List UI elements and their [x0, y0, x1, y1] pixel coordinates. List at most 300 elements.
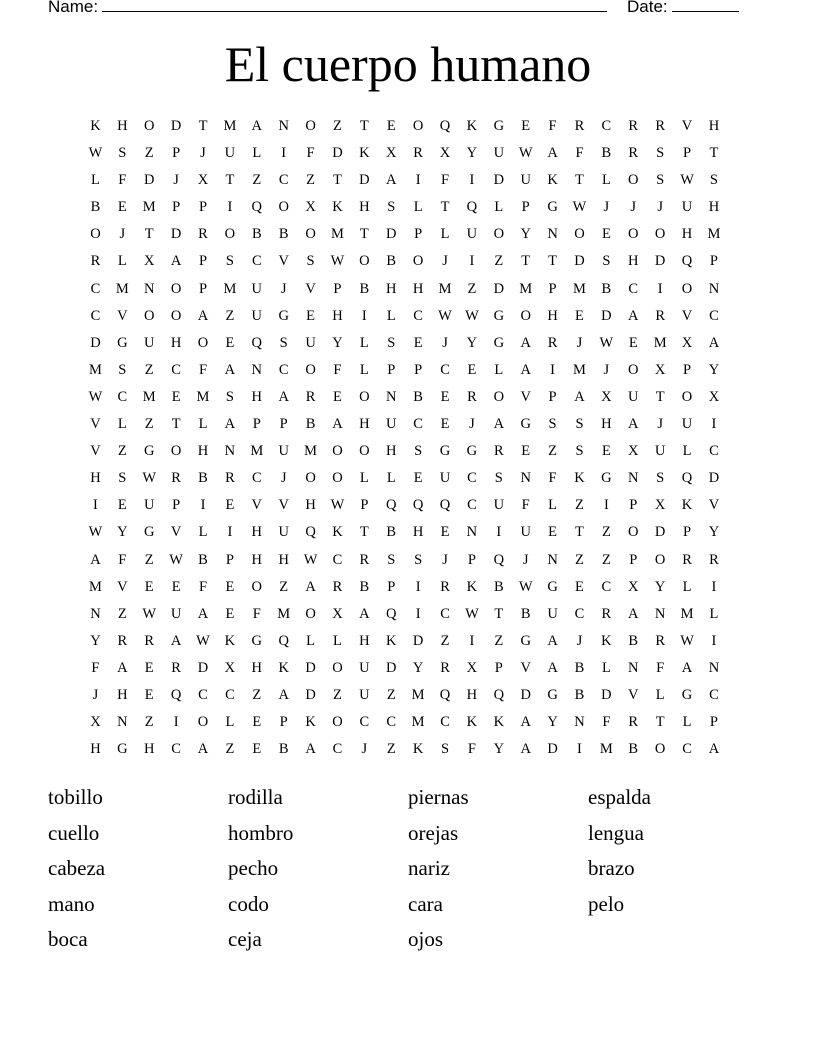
grid-letter[interactable]: L [682, 578, 692, 595]
grid-letter[interactable]: D [520, 686, 531, 703]
grid-letter[interactable]: Q [493, 551, 505, 568]
grid-letter[interactable]: L [440, 226, 450, 243]
grid-letter[interactable]: P [683, 524, 692, 541]
grid-letter[interactable]: U [251, 280, 263, 297]
grid-letter[interactable]: E [225, 334, 235, 351]
grid-letter[interactable]: M [411, 686, 425, 703]
grid-letter[interactable]: K [412, 741, 424, 758]
grid-letter[interactable]: L [494, 361, 504, 378]
grid-letter[interactable]: C [251, 470, 262, 487]
grid-letter[interactable]: A [197, 741, 209, 758]
grid-letter[interactable]: B [520, 605, 531, 622]
grid-letter[interactable]: E [144, 659, 154, 676]
grid-letter[interactable]: L [601, 172, 611, 189]
grid-letter[interactable]: Y [547, 714, 558, 731]
grid-letter[interactable]: S [387, 199, 396, 216]
grid-letter[interactable]: O [681, 280, 693, 297]
grid-letter[interactable]: G [681, 686, 693, 703]
grid-letter[interactable]: E [225, 578, 235, 595]
grid-letter[interactable]: Q [439, 497, 451, 514]
grid-letter[interactable]: R [547, 334, 558, 351]
grid-letter[interactable]: U [466, 226, 478, 243]
grid-letter[interactable]: Y [117, 524, 128, 541]
grid-letter[interactable]: H [251, 659, 263, 676]
grid-letter[interactable]: V [278, 497, 289, 514]
grid-letter[interactable]: B [359, 578, 370, 595]
grid-letter[interactable]: X [466, 659, 478, 676]
grid-letter[interactable]: Q [305, 524, 316, 541]
grid-letter[interactable]: X [654, 361, 666, 378]
grid-letter[interactable]: H [386, 443, 397, 460]
grid-letter[interactable]: I [173, 714, 179, 731]
grid-letter[interactable]: M [653, 334, 667, 351]
grid-letter[interactable]: O [224, 226, 236, 243]
grid-letter[interactable]: Z [252, 172, 262, 189]
grid-letter[interactable]: C [90, 307, 101, 324]
grid-letter[interactable]: A [305, 741, 316, 758]
grid-letter[interactable]: Q [251, 199, 263, 216]
grid-letter[interactable]: U [359, 659, 370, 676]
grid-letter[interactable]: G [520, 632, 531, 649]
grid-letter[interactable]: I [657, 280, 663, 297]
grid-letter[interactable]: O [574, 226, 585, 243]
grid-letter[interactable]: S [575, 443, 584, 460]
grid-letter[interactable]: R [628, 714, 639, 731]
grid-letter[interactable]: C [709, 443, 719, 460]
grid-letter[interactable]: P [521, 199, 530, 216]
grid-letter[interactable]: L [306, 632, 315, 649]
grid-letter[interactable]: D [574, 253, 585, 270]
grid-letter[interactable]: Z [252, 686, 262, 703]
grid-letter[interactable]: I [711, 578, 717, 595]
grid-letter[interactable]: V [681, 307, 693, 324]
grid-letter[interactable]: X [386, 145, 397, 162]
grid-letter[interactable]: D [90, 334, 101, 351]
grid-letter[interactable]: C [709, 686, 719, 703]
grid-letter[interactable]: B [386, 524, 397, 541]
grid-letter[interactable]: H [251, 551, 263, 568]
grid-letter[interactable]: A [520, 334, 531, 351]
grid-letter[interactable]: W [330, 253, 345, 270]
grid-letter[interactable]: J [92, 686, 99, 703]
grid-letter[interactable]: U [251, 307, 263, 324]
grid-letter[interactable]: F [440, 172, 450, 189]
grid-letter[interactable]: Q [251, 334, 263, 351]
name-blank-line[interactable] [102, 0, 607, 12]
grid-letter[interactable]: Z [144, 145, 154, 162]
grid-letter[interactable]: P [172, 199, 181, 216]
grid-letter[interactable]: L [117, 416, 127, 433]
grid-letter[interactable]: N [520, 470, 531, 487]
grid-letter[interactable]: E [575, 307, 584, 324]
grid-letter[interactable]: F [521, 497, 530, 514]
grid-letter[interactable]: X [628, 443, 639, 460]
grid-letter[interactable]: A [681, 659, 693, 676]
grid-letter[interactable]: L [548, 497, 558, 514]
grid-letter[interactable]: J [173, 172, 179, 189]
grid-letter[interactable]: J [657, 416, 663, 433]
grid-letter[interactable]: E [144, 686, 154, 703]
grid-letter[interactable]: H [466, 686, 478, 703]
grid-letter[interactable]: K [332, 199, 343, 216]
grid-letter[interactable]: U [493, 497, 505, 514]
grid-letter[interactable]: L [91, 172, 100, 189]
grid-letter[interactable]: Z [144, 361, 154, 378]
grid-letter[interactable]: D [386, 226, 397, 243]
grid-letter[interactable]: G [493, 307, 505, 324]
grid-letter[interactable]: R [144, 632, 155, 649]
grid-letter[interactable]: A [278, 388, 289, 405]
grid-letter[interactable]: E [306, 307, 315, 324]
grid-letter[interactable]: V [628, 686, 639, 703]
grid-letter[interactable]: F [548, 118, 557, 134]
grid-letter[interactable]: A [520, 361, 531, 378]
grid-letter[interactable]: Z [494, 632, 504, 649]
grid-letter[interactable]: O [628, 172, 639, 189]
grid-letter[interactable]: V [278, 253, 289, 270]
grid-letter[interactable]: N [143, 280, 155, 297]
grid-letter[interactable]: Z [575, 497, 584, 514]
grid-letter[interactable]: B [278, 741, 289, 758]
grid-letter[interactable]: N [278, 118, 289, 134]
grid-letter[interactable]: J [442, 253, 448, 270]
grid-letter[interactable]: W [518, 578, 533, 595]
grid-letter[interactable]: Z [144, 714, 154, 731]
grid-letter[interactable]: T [655, 388, 665, 405]
grid-letter[interactable]: C [171, 741, 181, 758]
grid-letter[interactable]: Z [225, 307, 235, 324]
grid-letter[interactable]: R [467, 388, 477, 405]
grid-letter[interactable]: R [225, 470, 235, 487]
grid-letter[interactable]: W [196, 632, 210, 649]
grid-letter[interactable]: S [387, 551, 396, 568]
grid-letter[interactable]: M [573, 361, 586, 378]
grid-letter[interactable]: R [655, 307, 665, 324]
grid-letter[interactable]: M [304, 443, 318, 460]
grid-letter[interactable]: Z [279, 578, 289, 595]
grid-letter[interactable]: R [709, 551, 719, 568]
grid-letter[interactable]: P [414, 226, 423, 243]
grid-letter[interactable]: S [656, 145, 665, 162]
grid-letter[interactable]: A [117, 659, 128, 676]
grid-letter[interactable]: X [197, 172, 209, 189]
grid-letter[interactable]: Z [467, 280, 477, 297]
grid-letter[interactable]: O [90, 226, 101, 243]
grid-letter[interactable]: O [654, 551, 666, 568]
grid-letter[interactable]: G [117, 741, 128, 758]
grid-letter[interactable]: M [142, 388, 156, 405]
grid-letter[interactable]: C [332, 741, 343, 758]
grid-letter[interactable]: S [575, 416, 584, 433]
grid-letter[interactable]: C [278, 172, 289, 189]
grid-letter[interactable]: D [708, 470, 720, 487]
grid-letter[interactable]: Z [333, 118, 342, 134]
grid-letter[interactable]: H [681, 226, 693, 243]
grid-letter[interactable]: K [278, 659, 289, 676]
grid-letter[interactable]: A [547, 659, 558, 676]
grid-letter[interactable]: U [520, 524, 531, 541]
grid-letter[interactable]: W [465, 307, 479, 324]
grid-letter[interactable]: E [521, 118, 531, 134]
grid-letter[interactable]: S [118, 145, 127, 162]
grid-letter[interactable]: O [628, 361, 639, 378]
grid-letter[interactable]: W [142, 605, 157, 622]
grid-letter[interactable]: B [628, 741, 639, 758]
grid-letter[interactable]: X [224, 659, 236, 676]
grid-letter[interactable]: O [654, 741, 666, 758]
grid-letter[interactable]: O [681, 388, 693, 405]
grid-letter[interactable]: E [440, 416, 450, 433]
grid-letter[interactable]: E [225, 497, 235, 514]
grid-letter[interactable]: Z [144, 416, 154, 433]
grid-letter[interactable]: O [493, 388, 505, 405]
grid-letter[interactable]: A [305, 578, 316, 595]
grid-letter[interactable]: D [143, 172, 155, 189]
grid-letter[interactable]: N [574, 714, 585, 731]
grid-letter[interactable]: U [520, 172, 531, 189]
grid-letter[interactable]: Z [494, 253, 504, 270]
grid-letter[interactable]: D [493, 280, 505, 297]
grid-letter[interactable]: H [143, 741, 155, 758]
grid-letter[interactable]: Z [601, 551, 611, 568]
grid-letter[interactable]: J [280, 470, 287, 487]
grid-letter[interactable]: Y [654, 578, 666, 595]
grid-letter[interactable]: F [548, 470, 557, 487]
grid-letter[interactable]: P [198, 199, 208, 216]
grid-letter[interactable]: K [574, 470, 585, 487]
grid-letter[interactable]: L [198, 524, 208, 541]
grid-letter[interactable]: Z [386, 686, 396, 703]
grid-letter[interactable]: Z [144, 551, 154, 568]
grid-letter[interactable]: F [91, 659, 100, 676]
grid-letter[interactable]: X [90, 714, 101, 731]
grid-letter[interactable]: M [680, 605, 694, 622]
grid-letter[interactable]: R [413, 145, 423, 162]
grid-letter[interactable]: V [117, 307, 128, 324]
grid-letter[interactable]: I [227, 199, 233, 216]
grid-letter[interactable]: D [654, 253, 666, 270]
grid-letter[interactable]: W [599, 334, 614, 351]
grid-letter[interactable]: W [142, 470, 157, 487]
grid-letter[interactable]: O [332, 470, 343, 487]
grid-letter[interactable]: O [359, 253, 370, 270]
grid-letter[interactable]: E [413, 334, 423, 351]
grid-letter[interactable]: B [601, 145, 612, 162]
grid-letter[interactable]: J [657, 199, 663, 216]
grid-letter[interactable]: M [331, 226, 344, 243]
grid-letter[interactable]: U [305, 334, 316, 351]
grid-letter[interactable]: H [305, 497, 316, 514]
grid-letter[interactable]: O [359, 443, 370, 460]
grid-letter[interactable]: D [359, 172, 370, 189]
grid-letter[interactable]: A [224, 361, 236, 378]
grid-letter[interactable]: R [332, 578, 343, 595]
grid-letter[interactable]: B [574, 659, 585, 676]
grid-letter[interactable]: U [654, 443, 666, 460]
grid-letter[interactable]: E [601, 226, 611, 243]
grid-letter[interactable]: L [359, 334, 369, 351]
grid-letter[interactable]: C [117, 388, 128, 405]
grid-letter[interactable]: F [252, 605, 261, 622]
grid-letter[interactable]: R [628, 118, 639, 134]
grid-letter[interactable]: K [493, 714, 505, 731]
grid-letter[interactable]: Z [386, 741, 396, 758]
grid-letter[interactable]: R [682, 551, 692, 568]
grid-letter[interactable]: A [520, 741, 531, 758]
grid-letter[interactable]: R [601, 605, 612, 622]
grid-letter[interactable]: M [599, 741, 613, 758]
grid-letter[interactable]: N [117, 714, 128, 731]
grid-letter[interactable]: H [359, 199, 370, 216]
grid-letter[interactable]: O [493, 226, 505, 243]
grid-letter[interactable]: W [680, 172, 694, 189]
grid-letter[interactable]: P [683, 361, 692, 378]
grid-letter[interactable]: B [198, 551, 208, 568]
grid-letter[interactable]: K [359, 145, 370, 162]
grid-letter[interactable]: U [224, 145, 236, 162]
grid-letter[interactable]: O [170, 307, 182, 324]
grid-letter[interactable]: J [630, 199, 637, 216]
grid-letter[interactable]: O [332, 443, 343, 460]
grid-letter[interactable]: X [305, 199, 316, 216]
grid-letter[interactable]: S [414, 551, 423, 568]
grid-letter[interactable]: X [143, 253, 155, 270]
grid-letter[interactable]: T [521, 253, 531, 270]
grid-letter[interactable]: L [198, 416, 208, 433]
grid-letter[interactable]: R [198, 226, 208, 243]
grid-letter[interactable]: U [439, 470, 451, 487]
grid-letter[interactable]: P [494, 659, 503, 676]
grid-letter[interactable]: C [251, 253, 262, 270]
grid-letter[interactable]: H [90, 741, 101, 758]
grid-letter[interactable]: I [603, 497, 609, 514]
grid-letter[interactable]: P [279, 416, 288, 433]
grid-letter[interactable]: C [440, 605, 450, 622]
grid-letter[interactable]: U [547, 605, 558, 622]
grid-letter[interactable]: B [628, 632, 639, 649]
grid-letter[interactable]: Q [439, 686, 451, 703]
grid-letter[interactable]: Y [708, 361, 720, 378]
grid-letter[interactable]: V [90, 416, 101, 433]
grid-letter[interactable]: E [171, 578, 181, 595]
grid-letter[interactable]: V [520, 659, 531, 676]
grid-letter[interactable]: P [683, 145, 692, 162]
grid-letter[interactable]: Y [466, 334, 478, 351]
grid-letter[interactable]: G [493, 334, 505, 351]
grid-letter[interactable]: M [142, 199, 156, 216]
grid-letter[interactable]: T [709, 145, 719, 162]
grid-letter[interactable]: Z [548, 443, 558, 460]
grid-letter[interactable]: T [440, 199, 450, 216]
grid-letter[interactable]: R [655, 118, 665, 134]
grid-letter[interactable]: K [466, 578, 478, 595]
grid-letter[interactable]: C [574, 605, 585, 622]
grid-letter[interactable]: V [90, 443, 101, 460]
grid-letter[interactable]: U [278, 524, 289, 541]
grid-letter[interactable]: S [225, 253, 234, 270]
grid-letter[interactable]: E [252, 741, 262, 758]
grid-letter[interactable]: W [88, 145, 103, 162]
grid-letter[interactable]: S [414, 443, 423, 460]
grid-letter[interactable]: R [117, 632, 128, 649]
grid-letter[interactable]: V [170, 524, 182, 541]
grid-letter[interactable]: X [601, 388, 612, 405]
grid-letter[interactable]: Q [386, 605, 397, 622]
grid-letter[interactable]: D [493, 172, 505, 189]
grid-letter[interactable]: S [656, 470, 665, 487]
grid-letter[interactable]: Y [493, 741, 505, 758]
grid-letter[interactable]: H [359, 632, 370, 649]
grid-letter[interactable]: Y [412, 659, 424, 676]
grid-letter[interactable]: W [303, 551, 318, 568]
grid-letter[interactable]: D [332, 145, 343, 162]
grid-letter[interactable]: G [143, 443, 155, 460]
grid-letter[interactable]: D [601, 686, 612, 703]
grid-letter[interactable]: E [144, 578, 154, 595]
grid-letter[interactable]: P [467, 551, 476, 568]
grid-letter[interactable]: Y [466, 145, 478, 162]
grid-letter[interactable]: O [412, 253, 424, 270]
grid-letter[interactable]: O [412, 118, 424, 134]
grid-letter[interactable]: S [440, 741, 450, 758]
grid-letter[interactable]: L [359, 470, 369, 487]
grid-letter[interactable]: U [143, 334, 155, 351]
grid-letter[interactable]: S [548, 416, 557, 433]
grid-letter[interactable]: E [601, 443, 611, 460]
grid-letter[interactable]: F [575, 145, 584, 162]
grid-letter[interactable]: F [198, 578, 208, 595]
grid-letter[interactable]: B [574, 686, 585, 703]
grid-letter[interactable]: H [117, 118, 128, 134]
grid-letter[interactable]: H [547, 307, 558, 324]
grid-letter[interactable]: B [305, 416, 316, 433]
grid-letter[interactable]: V [305, 280, 316, 297]
grid-letter[interactable]: E [333, 388, 342, 405]
grid-letter[interactable]: R [90, 253, 101, 270]
grid-letter[interactable]: O [305, 605, 316, 622]
grid-letter[interactable]: E [117, 497, 127, 514]
grid-letter[interactable]: C [198, 686, 208, 703]
grid-letter[interactable]: K [386, 632, 397, 649]
grid-letter[interactable]: I [711, 416, 717, 433]
grid-letter[interactable]: X [439, 145, 451, 162]
grid-letter[interactable]: C [386, 714, 397, 731]
grid-letter[interactable]: O [628, 226, 639, 243]
grid-letter[interactable]: P [387, 578, 396, 595]
grid-letter[interactable]: L [494, 199, 504, 216]
grid-letter[interactable]: K [224, 632, 236, 649]
grid-letter[interactable]: R [655, 632, 665, 649]
grid-letter[interactable]: L [413, 199, 423, 216]
grid-letter[interactable]: I [577, 741, 582, 758]
grid-letter[interactable]: B [413, 388, 423, 405]
grid-letter[interactable]: G [547, 686, 558, 703]
grid-letter[interactable]: B [493, 578, 504, 595]
grid-letter[interactable]: U [170, 605, 182, 622]
grid-letter[interactable]: T [144, 226, 154, 243]
grid-letter[interactable]: L [601, 659, 611, 676]
grid-letter[interactable]: M [223, 280, 237, 297]
grid-letter[interactable]: E [440, 388, 450, 405]
grid-letter[interactable]: J [119, 226, 126, 243]
grid-letter[interactable]: U [359, 686, 370, 703]
grid-letter[interactable]: Q [439, 118, 451, 134]
grid-letter[interactable]: H [278, 551, 289, 568]
grid-letter[interactable]: I [415, 172, 421, 189]
grid-letter[interactable]: C [278, 361, 289, 378]
grid-letter[interactable]: A [708, 334, 720, 351]
grid-letter[interactable]: O [197, 334, 209, 351]
